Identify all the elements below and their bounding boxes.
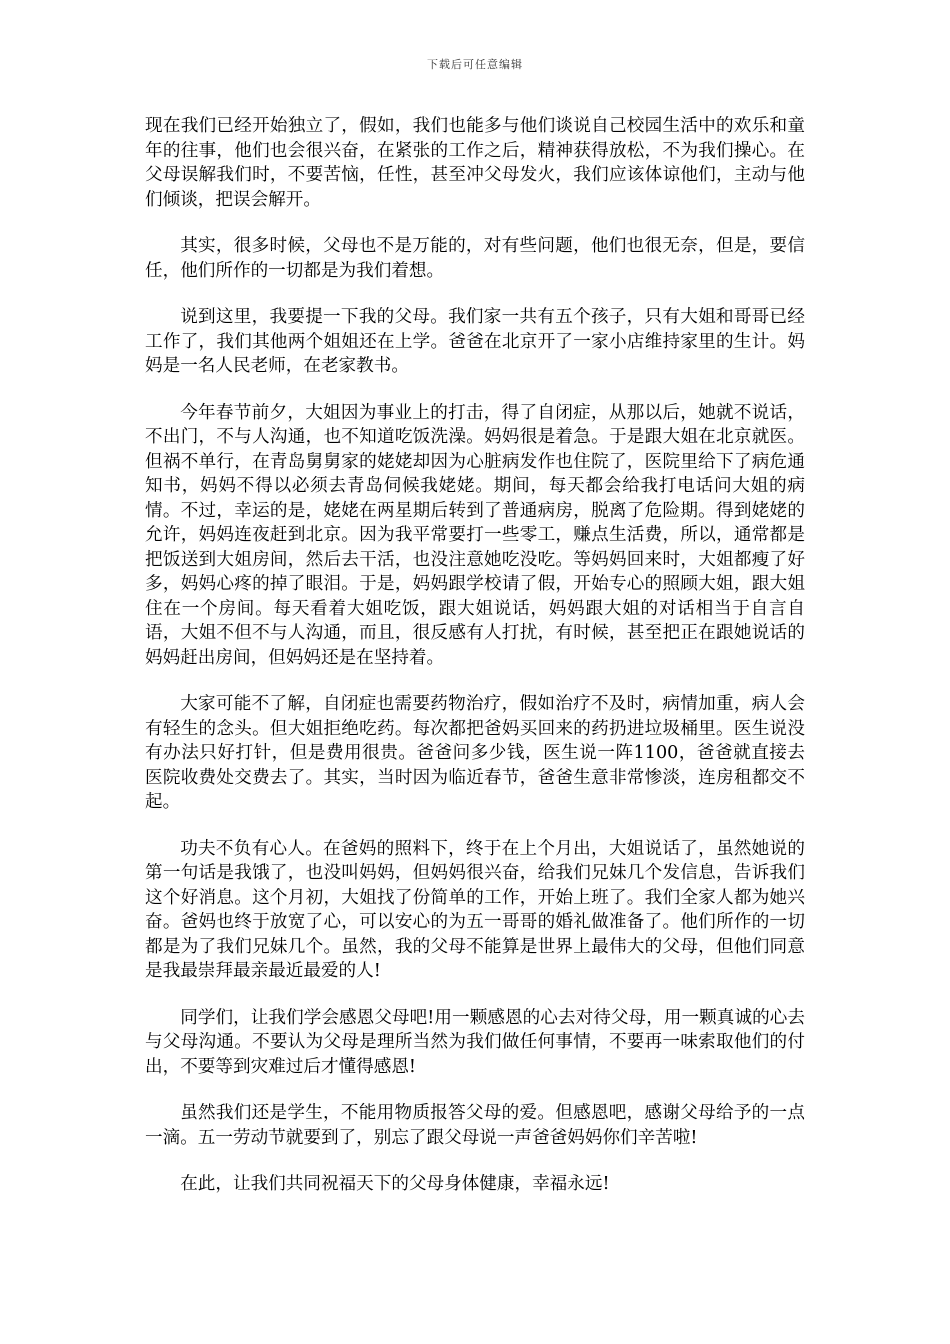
paragraph-1: 现在我们已经开始独立了，假如，我们也能多与他们谈说自己校园生活中的欢乐和童年的往事，他们也会很兴奋，在紧张的工作之后，精神获得放松，不为我们操心。在父母误解我们时，不要苦恼，任性，甚至冲父母发火，我们应该体谅他们，主动与他们倾谈，把误会解开。	[145, 116, 805, 210]
paragraph-6: 功夫不负有心人。在爸妈的照料下，终于在上个月出，大姐说话了，虽然她说的第一句话是我饿了，也没叫妈妈，但妈妈很兴奋，给我们兄妹几个发信息，告诉我们这个好消息。这个月初，大姐找了份简单的工作，开始上班了。我们全家人都为她兴奋。爸妈也终于放宽了心，可以安心的为五一哥哥的婚礼做准备了。他们所作的一切都是为了我们兄妹几个。虽然，我的父母不能算是世界上最伟大的父母，但他们同意是我最崇拜最亲最近最爱的人!	[145, 838, 805, 981]
paragraph-4: 今年春节前夕，大姐因为事业上的打击，得了自闭症，从那以后，她就不说话，不出门，不与人沟通，也不知道吃饭洗澡。妈妈很是着急。于是跟大姐在北京就医。但祸不单行，在青岛舅舅家的姥姥却因为心脏病发作也住院了，医院里给下了病危通知书，妈妈不得以必须去青岛伺候我姥姥。期间，每天都会给我打电话问大姐的病情。不过，幸运的是，姥姥在两星期后转到了普通病房，脱离了危险期。得到姥姥的允许，妈妈连夜赶到北京。因为我平常要打一些零工，赚点生活费，所以，通常都是把饭送到大姐房间，然后去干活，也没注意她吃没吃。等妈妈回来时，大姐都瘦了好多，妈妈心疼的掉了眼泪。于是，妈妈跟学校请了假，开始专心的照顾大姐，跟大姐住在一个房间。每天看着大姐吃饭，跟大姐说话，妈妈跟大姐的对话相当于自言自语，大姐不但不与人沟通，而且，很反感有人打扰，有时候，甚至把正在跟她说话的妈妈赶出房间，但妈妈还是在坚持着。	[145, 402, 805, 668]
paragraph-2: 其实，很多时候，父母也不是万能的，对有些问题，他们也很无奈，但是，要信任，他们所作的一切都是为我们着想。	[145, 236, 805, 281]
paragraph-5: 大家可能不了解，自闭症也需要药物治疗，假如治疗不及时，病情加重，病人会有轻生的念头。但大姐拒绝吃药。每次都把爸妈买回来的药扔进垃圾桶里。医生说没有办法只好打针，但是费用很贵。爸爸问多少钱，医生说一阵1100，爸爸就直接去医院收费处交费去了。其实，当时因为临近春节，爸爸生意非常惨淡，连房租都交不起。	[145, 694, 805, 812]
paragraph-8: 虽然我们还是学生，不能用物质报答父母的爱。但感恩吧，感谢父母给予的一点一滴。五一劳动节就要到了，别忘了跟父母说一声爸爸妈妈你们辛苦啦!	[145, 1103, 805, 1148]
document-body	[145, 114, 805, 1219]
paragraph-9: 在此，让我们共同祝福天下的父母身体健康，幸福永远!	[180, 1174, 610, 1194]
paragraph-3: 说到这里，我要提一下我的父母。我们家一共有五个孩子，只有大姐和哥哥已经工作了，我们其他两个姐姐还在上学。爸爸在北京开了一家小店维持家里的生计。妈妈是一名人民老师，在老家教书。	[145, 307, 805, 376]
page-header: 下载后可任意编辑	[427, 58, 523, 71]
paragraph-7: 同学们，让我们学会感恩父母吧!用一颗感恩的心去对待父母，用一颗真诚的心去与父母沟通。不要认为父母是理所当然为我们做任何事情，不要再一味索取他们的付出，不要等到灾难过后才懂得感恩!	[145, 1007, 805, 1077]
